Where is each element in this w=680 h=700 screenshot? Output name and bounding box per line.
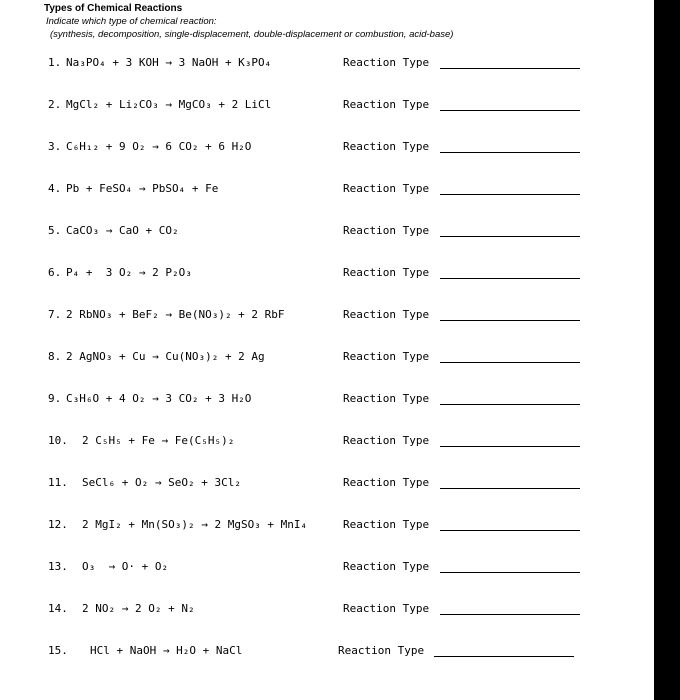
problem-row xyxy=(0,308,654,328)
chemical-equation: 2 NO₂ → 2 O₂ + N₂ xyxy=(82,602,195,615)
problem-row xyxy=(0,434,654,454)
reaction-type-label: Reaction Type xyxy=(343,476,430,489)
problem-row xyxy=(0,56,654,76)
reaction-type-label: Reaction Type xyxy=(343,434,430,447)
answer-blank[interactable] xyxy=(440,362,580,363)
chemical-equation: C₃H₆O + 4 O₂ → 3 CO₂ + 3 H₂O xyxy=(66,392,252,405)
problem-row xyxy=(0,518,654,538)
problem-number: 2. xyxy=(48,98,62,111)
reaction-type-label: Reaction Type xyxy=(343,350,430,363)
problem-row xyxy=(0,140,654,160)
answer-blank[interactable] xyxy=(440,404,580,405)
problem-row xyxy=(0,266,654,286)
chemical-equation: 2 C₅H₅ + Fe → Fe(C₅H₅)₂ xyxy=(82,434,235,447)
problem-row xyxy=(0,602,654,622)
reaction-type-label: Reaction Type xyxy=(343,266,430,279)
answer-blank[interactable] xyxy=(440,446,580,447)
problem-row xyxy=(0,98,654,118)
problem-number: 4. xyxy=(48,182,62,195)
problem-number: 12. xyxy=(48,518,68,531)
reaction-type-label: Reaction Type xyxy=(343,602,430,615)
problem-row xyxy=(0,392,654,412)
reaction-type-label: Reaction Type xyxy=(343,182,430,195)
answer-blank[interactable] xyxy=(440,530,580,531)
problem-row xyxy=(0,560,654,580)
problem-number: 1. xyxy=(48,56,62,69)
problem-number: 8. xyxy=(48,350,62,363)
problem-number: 15. xyxy=(48,644,68,657)
answer-blank[interactable] xyxy=(434,656,574,657)
chemical-equation: MgCl₂ + Li₂CO₃ → MgCO₃ + 2 LiCl xyxy=(66,98,272,111)
problem-row xyxy=(0,476,654,496)
answer-blank[interactable] xyxy=(440,614,580,615)
worksheet-header xyxy=(44,2,453,42)
problem-number: 11. xyxy=(48,476,68,489)
chemical-equation: 2 RbNO₃ + BeF₂ → Be(NO₃)₂ + 2 RbF xyxy=(66,308,285,321)
answer-blank[interactable] xyxy=(440,152,580,153)
answer-blank[interactable] xyxy=(440,110,580,111)
reaction-type-label: Reaction Type xyxy=(343,308,430,321)
chemical-equation: C₆H₁₂ + 9 O₂ → 6 CO₂ + 6 H₂O xyxy=(66,140,252,153)
problem-number: 5. xyxy=(48,224,62,237)
problem-number: 9. xyxy=(48,392,62,405)
chemical-equation: Pb + FeSO₄ → PbSO₄ + Fe xyxy=(66,182,219,195)
chemical-equation: 2 MgI₂ + Mn(SO₃)₂ → 2 MgSO₃ + MnI₄ xyxy=(82,518,308,531)
reaction-type-label: Reaction Type xyxy=(343,518,430,531)
chemical-equation: P₄ + 3 O₂ → 2 P₂O₃ xyxy=(66,266,192,279)
answer-blank[interactable] xyxy=(440,488,580,489)
answer-blank[interactable] xyxy=(440,194,580,195)
reaction-type-label: Reaction Type xyxy=(343,392,430,405)
reaction-types-list: (synthesis, decomposition, single-displacement, double-displacement or combustion, acid-base) xyxy=(50,29,454,40)
problem-row xyxy=(0,350,654,370)
problem-number: 13. xyxy=(48,560,68,573)
reaction-type-label: Reaction Type xyxy=(343,56,430,69)
reaction-type-label: Reaction Type xyxy=(343,98,430,111)
reaction-type-label: Reaction Type xyxy=(343,224,430,237)
chemical-equation: CaCO₃ → CaO + CO₂ xyxy=(66,224,179,237)
answer-blank[interactable] xyxy=(440,278,580,279)
answer-blank[interactable] xyxy=(440,68,580,69)
reaction-type-label: Reaction Type xyxy=(338,644,425,657)
instruction-text: Indicate which type of chemical reaction: xyxy=(46,16,217,27)
right-edge-bar xyxy=(654,0,680,700)
answer-blank[interactable] xyxy=(440,236,580,237)
chemical-equation: 2 AgNO₃ + Cu → Cu(NO₃)₂ + 2 Ag xyxy=(66,350,265,363)
problem-number: 10. xyxy=(48,434,68,447)
answer-blank[interactable] xyxy=(440,320,580,321)
chemical-equation: O₃ → O· + O₂ xyxy=(82,560,169,573)
chemical-equation: HCl + NaOH → H₂O + NaCl xyxy=(90,644,243,657)
reaction-type-label: Reaction Type xyxy=(343,560,430,573)
problem-row xyxy=(0,224,654,244)
page-title: Types of Chemical Reactions xyxy=(44,3,183,14)
answer-blank[interactable] xyxy=(440,572,580,573)
problem-number: 3. xyxy=(48,140,62,153)
problem-number: 6. xyxy=(48,266,62,279)
problem-number: 7. xyxy=(48,308,62,321)
reaction-type-label: Reaction Type xyxy=(343,140,430,153)
problem-row xyxy=(0,644,654,664)
problem-row xyxy=(0,182,654,202)
problem-number: 14. xyxy=(48,602,68,615)
chemical-equation: Na₃PO₄ + 3 KOH → 3 NaOH + K₃PO₄ xyxy=(66,56,272,69)
chemical-equation: SeCl₆ + O₂ → SeO₂ + 3Cl₂ xyxy=(82,476,241,489)
